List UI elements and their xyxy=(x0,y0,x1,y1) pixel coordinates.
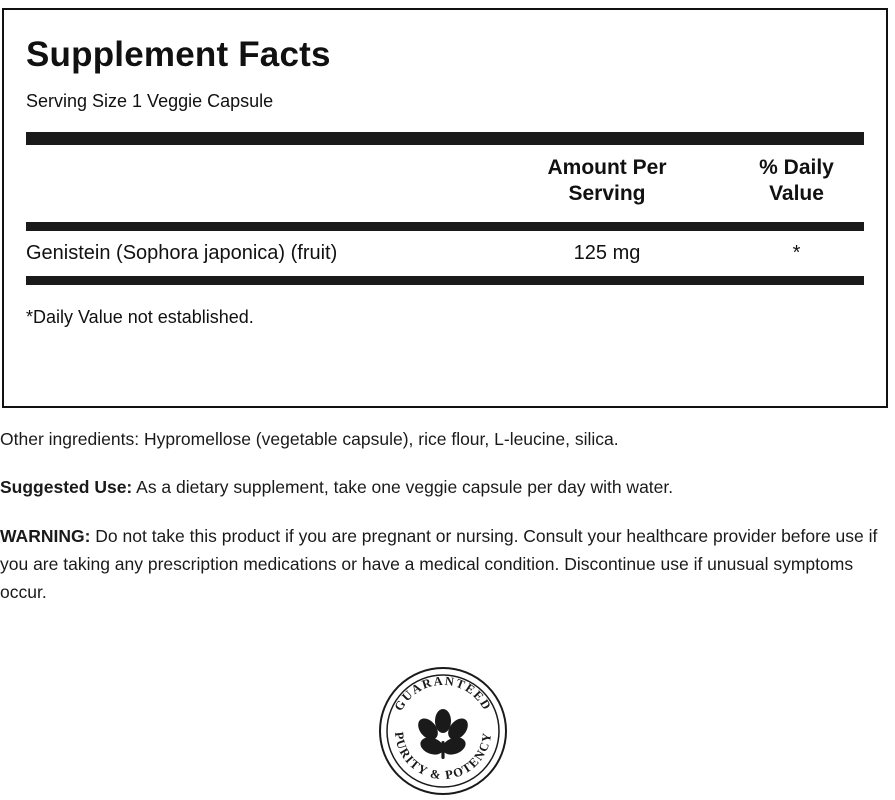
warning-label: WARNING: xyxy=(0,525,91,546)
suggested-use-text: As a dietary supplement, take one veggie capsule per day with water. xyxy=(132,477,674,498)
table-header-row xyxy=(26,145,864,217)
suggested-use-label: Suggested Use: xyxy=(0,477,133,498)
divider-thick-bottom xyxy=(26,276,864,285)
warning-text: Do not take this product if you are pregnant or nursing. Consult your healthcare provider before use if you are taking any prescription medications or have a medical condition. Discontinue use if unusual symptoms occur. xyxy=(0,525,878,603)
label-body-text xyxy=(0,425,886,627)
supplement-facts-content xyxy=(4,10,886,328)
page-title: Supplement Facts xyxy=(26,35,331,74)
column-header-dv-line1: % Daily xyxy=(759,155,834,179)
daily-value-footnote: *Daily Value not established. xyxy=(26,307,254,328)
suggested-use-paragraph xyxy=(0,473,886,501)
ingredient-name: Genistein (Sophora japonica) (fruit) xyxy=(26,242,338,265)
column-header-dv-line2: Value xyxy=(769,182,824,206)
ingredient-daily-value: * xyxy=(792,242,801,265)
warning-paragraph xyxy=(0,522,886,607)
seal-container xyxy=(0,665,886,797)
divider-thick-top xyxy=(26,132,864,145)
table-row xyxy=(26,231,864,276)
serving-size: Serving Size 1 Veggie Capsule xyxy=(26,90,274,111)
column-header-amount-line1: Amount Per xyxy=(547,155,667,179)
divider-medium xyxy=(26,222,864,231)
column-header-daily-value xyxy=(729,155,864,209)
svg-text:PURITY & POTENCY: PURITY & POTENCY xyxy=(391,730,495,783)
other-ingredients-paragraph: Other ingredients: Hypromellose (vegetable capsule), rice flour, L-leucine, silica. xyxy=(0,429,619,449)
column-header-amount-per-serving xyxy=(507,155,707,209)
svg-text:GUARANTEED: GUARANTEED xyxy=(391,673,495,714)
column-header-amount-line2: Serving xyxy=(568,182,646,206)
ingredient-amount: 125 mg xyxy=(573,242,641,265)
leaf-seal-icon xyxy=(377,665,509,797)
supplement-facts-panel xyxy=(2,8,888,408)
